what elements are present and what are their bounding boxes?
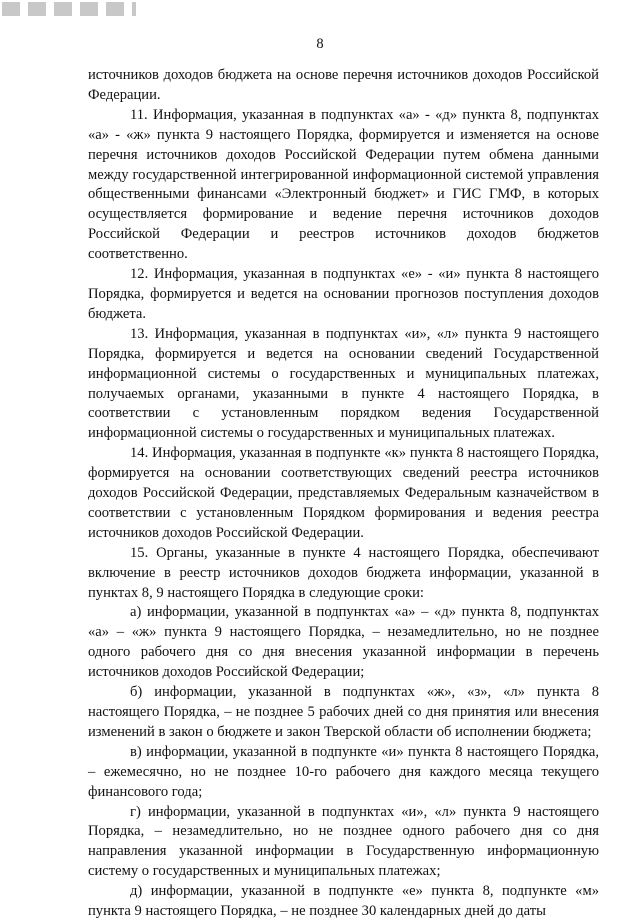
- subparagraph-d: д) информации, указанной в подпункте «е» пункта 8, подпункте «м» пункта 9 настоящего Порядка, – не позднее 30 календарных дней до даты: [88, 883, 599, 920]
- paragraph-13: 13. Информация, указанная в подпунктах «и», «л» пункта 9 настоящего Порядка, формируется и ведется на основании сведений Государственной информационной системы о государственных и муниципальных платежах, получаемых органами, указанными в пункте 4 настоящего Порядка, в соответствии с установленным порядком ведения Государственной информационной системы о государственных и муниципальных платежах.: [88, 325, 599, 442]
- paragraph-12: 12. Информация, указанная в подпунктах «е» - «и» пункта 8 настоящего Порядка, формируется и ведется на основании прогнозов поступления доходов бюджета.: [88, 266, 599, 322]
- paragraph-11: 11. Информация, указанная в подпунктах «а» - «д» пункта 8, подпунктах «а» - «ж» пункта 9 настоящего Порядка, формируется и изменяется на основе перечня источников доходов Российской Федерации путем обмена данными между государственной интегрированной информационной системой управления общественными финансами «Электронный бюджет» и ГИС ГМФ, в которых осуществляется формирование и ведение перечня источников доходов Российской Федерации и реестров источников доходов бюджетов соответственно.: [88, 106, 599, 263]
- subparagraph-v: в) информации, указанной в подпункте «и» пункта 8 настоящего Порядка, – ежемесячно, но не позднее 10-го рабочего дня каждого месяца текущего финансового года;: [88, 743, 599, 800]
- paragraph-14: 14. Информация, указанная в подпункте «к» пункта 8 настоящего Порядка, формируется на основании соответствующих сведений реестра источников доходов Российской Федерации, представляемых Федеральным казначейством в соответствии с установленным Порядком формирования и ведения реестра источников доходов Российской Федерации.: [88, 445, 599, 541]
- paragraph-15: 15. Органы, указанные в пункте 4 настоящего Порядка, обеспечивают включение в реестр источников доходов бюджета информации, указанной в пунктах 8, 9 настоящего Порядка в следующие сроки:: [88, 544, 599, 601]
- subparagraph-a: а) информации, указанной в подпунктах «а» – «д» пункта 8, подпунктах «а» – «ж» пункта 9 настоящего Порядка, – незамедлительно, но не позднее одного рабочего дня со дня внесения указанной информации в перечень источников доходов Российской Федерации;: [88, 604, 599, 681]
- scan-artifact: [2, 2, 136, 16]
- document-body: [88, 66, 599, 922]
- subparagraph-b: б) информации, указанной в подпунктах «ж», «з», «л» пункта 8 настоящего Порядка, – не позднее 5 рабочих дней со дня принятия или внесения изменений в закон о бюджете и закон Тверской области об исполнении бюджета;: [88, 684, 599, 740]
- paragraph-continuation: источников доходов бюджета на основе перечня источников доходов Российской Федерации.: [88, 67, 599, 103]
- page-number: 8: [316, 36, 324, 52]
- subparagraph-g: г) информации, указанной в подпунктах «и», «л» пункта 9 настоящего Порядка, – незамедлительно, но не позднее одного рабочего дня со дня направления указанной информации в Государственную информационную систему о государственных и муниципальных платежах;: [88, 803, 599, 880]
